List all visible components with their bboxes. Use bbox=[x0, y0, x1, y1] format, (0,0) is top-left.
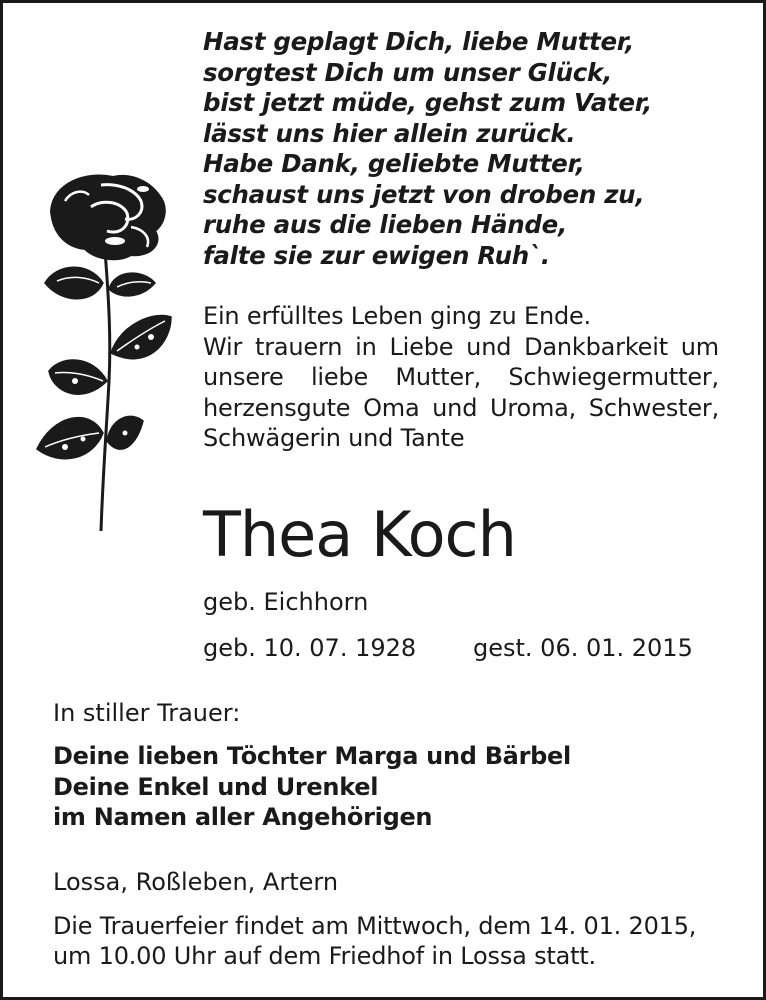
birth-date: geb. 10. 07. 1928 bbox=[203, 634, 417, 662]
poem bbox=[203, 27, 743, 271]
intro-line: unsere liebe Mutter, Schwiegermutter, bbox=[203, 363, 719, 391]
maiden-name: geb. Eichhorn bbox=[203, 588, 369, 616]
poem-line: ruhe aus die lieben Hände, bbox=[203, 210, 567, 239]
intro-line: Wir trauern in Liebe und Dankbarkeit um bbox=[203, 332, 719, 361]
intro-line: Ein erfülltes Leben ging zu Ende. bbox=[203, 302, 591, 330]
death-date: gest. 06. 01. 2015 bbox=[473, 634, 693, 662]
mourning-label: In stiller Trauer: bbox=[53, 699, 241, 727]
poem-line: sorgtest Dich um unser Glück, bbox=[203, 57, 612, 87]
poem-line: Hast geplagt Dich, liebe Mutter, bbox=[203, 27, 634, 56]
intro-line: herzensgute Oma und Uroma, Schwester, bbox=[203, 393, 719, 422]
poem-line: bist jetzt müde, gehst zum Vater, bbox=[203, 88, 652, 117]
poem-line: falte sie zur ewigen Ruh`. bbox=[203, 240, 550, 270]
funeral-line: um 10.00 Uhr auf dem Friedhof in Lossa statt. bbox=[53, 942, 596, 970]
mourner-line: Deine Enkel und Urenkel bbox=[53, 772, 379, 801]
poem-line: Habe Dank, geliebte Mutter, bbox=[203, 149, 585, 178]
poem-line: lässt uns hier allein zurück. bbox=[203, 118, 576, 148]
funeral-line: Die Trauerfeier findet am Mittwoch, dem 14. 01. 2015, bbox=[53, 912, 697, 940]
mourner-line: im Namen aller Angehörigen bbox=[53, 803, 433, 831]
mourner-line: Deine lieben Töchter Marga und Bärbel bbox=[53, 742, 571, 770]
intro-text bbox=[203, 301, 719, 454]
mourners-list bbox=[53, 741, 571, 833]
places: Lossa, Roßleben, Artern bbox=[53, 868, 339, 896]
rose-icon bbox=[31, 171, 181, 541]
intro-line: Schwägerin und Tante bbox=[203, 424, 465, 452]
deceased-name: Thea Koch bbox=[203, 498, 516, 571]
funeral-info bbox=[53, 911, 696, 971]
poem-line: schaust uns jetzt von droben zu, bbox=[203, 179, 645, 209]
